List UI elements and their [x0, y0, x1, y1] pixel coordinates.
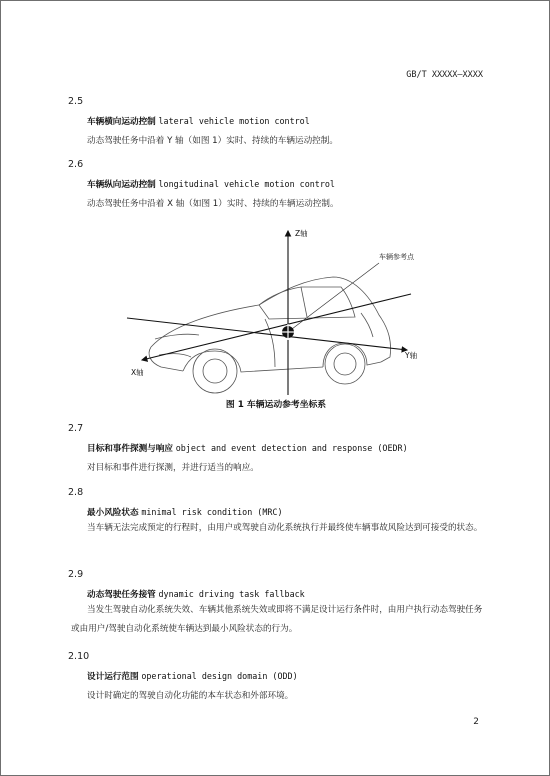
term-english: longitudinal vehicle motion control [158, 179, 335, 189]
vehicle-coordinate-figure [1, 217, 550, 417]
term-heading [87, 442, 408, 454]
x-axis-label: X轴 [131, 368, 144, 377]
term-heading [87, 506, 283, 518]
term-definition: 当发生驾驶自动化系统失效、车辆其他系统失效或即将不满足设计运行条件时，由用户执行动态驾驶任务或由用户/驾驶自动化系统使车辆达到最小风险状态的行为。 [71, 605, 483, 634]
reference-leader [288, 263, 379, 332]
term-heading [87, 670, 298, 682]
page-number: 2 [473, 717, 479, 727]
term-english: object and event detection and response (OEDR) [175, 443, 408, 453]
term-english: operational design domain (ODD) [141, 671, 298, 681]
term-heading [87, 588, 305, 600]
section-number: 2.7 [68, 423, 84, 434]
term-heading [87, 178, 335, 190]
term-english: lateral vehicle motion control [158, 116, 310, 126]
x-axis [142, 294, 411, 360]
term-definition: 对目标和事件进行探测，并进行适当的响应。 [87, 463, 259, 473]
section-number: 2.9 [68, 569, 84, 580]
term-heading [87, 115, 310, 127]
section-number: 2.8 [68, 487, 84, 498]
section-number: 2.5 [68, 96, 84, 107]
term-chinese: 车辆纵向运动控制 [87, 180, 156, 190]
term-definition: 动态驾驶任务中沿着 X 轴（如图 1）实时、持续的车辆运动控制。 [87, 199, 339, 209]
term-chinese: 动态驾驶任务接管 [87, 590, 156, 600]
z-axis-label: Z轴 [295, 229, 308, 238]
term-definition: 设计时确定的驾驶自动化功能的本车状态和外部环境。 [87, 691, 294, 701]
y-axis-label: Y轴 [405, 351, 418, 360]
section-number: 2.10 [68, 651, 90, 662]
term-definition: 当车辆无法完成预定的行程时，由用户或驾驶自动化系统执行并最终使车辆事故风险达到可接受的状态。 [87, 523, 483, 533]
car-outline [149, 277, 391, 393]
reference-point-label: 车辆参考点 [379, 253, 414, 261]
term-chinese: 车辆横向运动控制 [87, 117, 156, 127]
term-chinese: 最小风险状态 [87, 508, 139, 518]
document-code: GB/T XXXXX—XXXX [406, 70, 483, 80]
term-english: minimal risk condition (MRC) [141, 507, 283, 517]
term-chinese: 设计运行范围 [87, 672, 139, 682]
term-definition: 动态驾驶任务中沿着 Y 轴（如图 1）实时、持续的车辆运动控制。 [87, 136, 338, 146]
term-chinese: 目标和事件探测与响应 [87, 444, 173, 454]
term-english: dynamic driving task fallback [158, 589, 305, 599]
section-number: 2.6 [68, 159, 84, 170]
figure-caption: 图 1 车辆运动参考坐标系 [225, 400, 327, 410]
